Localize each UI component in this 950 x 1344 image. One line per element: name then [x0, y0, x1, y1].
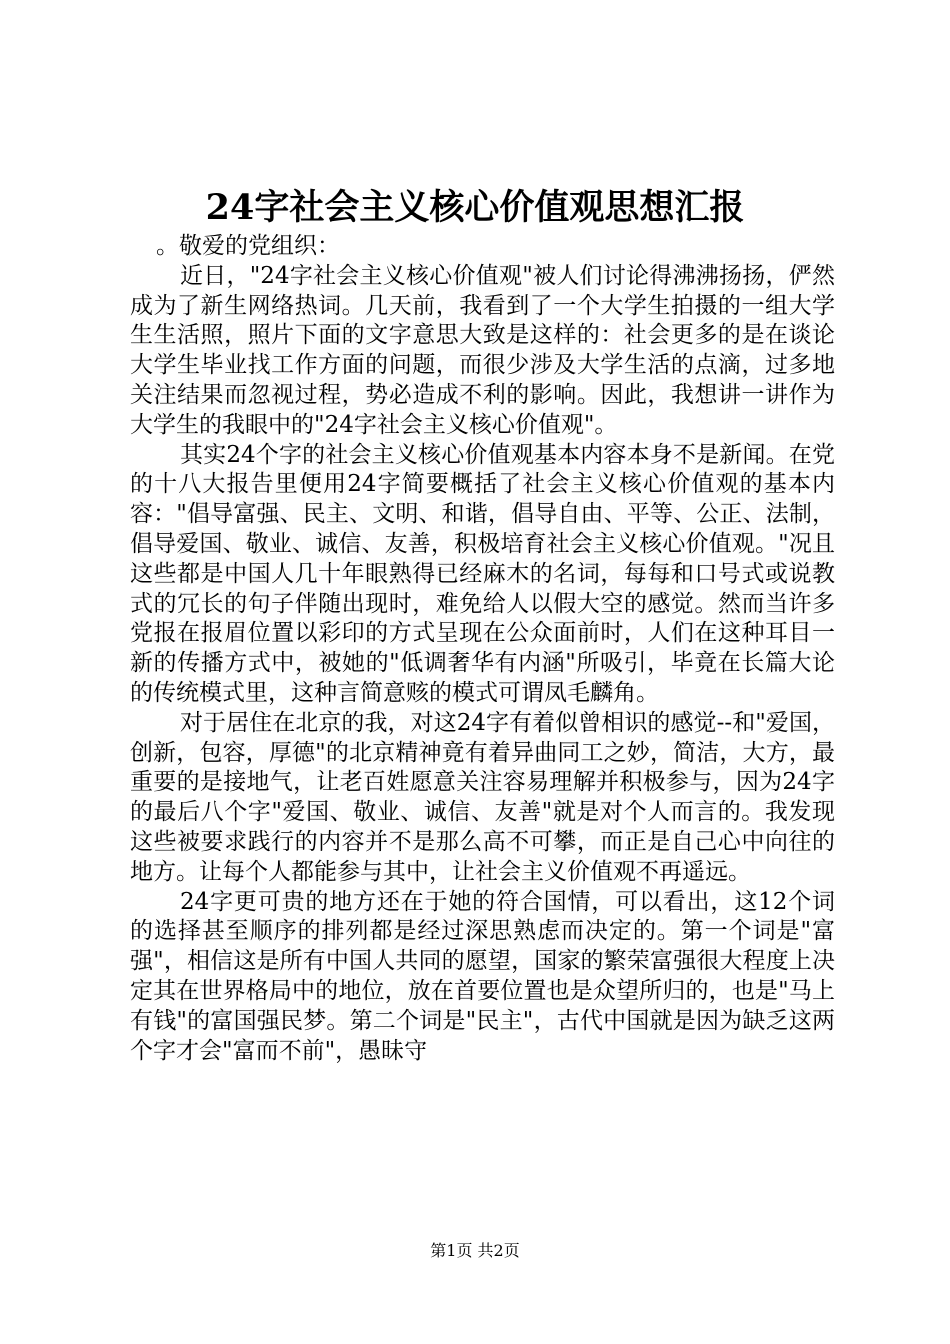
paragraph: 对于居住在北京的我，对这24字有着似曾相识的感觉--和"爱国，创新，包容，厚德"的北京精神竟有着异曲同工之妙，简洁，大方，最重要的是接地气，让老百姓愿意关注容易理解并积极参与，因为24字的最后八个字"爱国、敬业、诚信、友善"就是对个人而言的。我发现这些被要求践行的内容并不是那么高不可攀，而正是自己心中向往的地方。让每个人都能参与其中，让社会主义价值观不再遥远。	[130, 709, 835, 885]
document-title: 24字社会主义核心价值观思想汇报	[205, 187, 745, 228]
paragraph: 24字更可贵的地方还在于她的符合国情，可以看出，这12个词的选择甚至顺序的排列都是经过深思熟虑而决定的。第一个词是"富强"，相信这是所有中国人共同的愿望，国家的繁荣富强很大程度上决定其在世界格局中的地位，放在首要位置也是众望所归的，也是"马上有钱"的富国强民梦。第二个词是"民主"，古代中国就是因为缺乏这两个字才会"富而不前"，愚昧守	[130, 888, 835, 1064]
document-body	[130, 232, 835, 1066]
greeting: 。敬爱的党组织：	[156, 233, 340, 259]
page-footer: 第1页 共2页	[430, 1241, 520, 1260]
paragraph: 近日，"24字社会主义核心价值观"被人们讨论得沸沸扬扬，俨然成为了新生网络热词。几天前，我看到了一个大学生拍摄的一组大学生生活照，照片下面的文字意思大致是这样的：社会更多的是在谈论大学生毕业找工作方面的问题，而很少涉及大学生活的点滴，过多地关注结果而忽视过程，势必造成不利的影响。因此，我想讲一讲作为大学生的我眼中的"24字社会主义核心价值观"。	[130, 262, 835, 438]
paragraph: 其实24个字的社会主义核心价值观基本内容本身不是新闻。在党的十八大报告里便用24字简要概括了社会主义核心价值观的基本内容："倡导富强、民主、文明、和谐，倡导自由、平等、公正、法制，倡导爱国、敬业、诚信、友善，积极培育社会主义核心价值观。"况且这些都是中国人几十年眼熟得已经麻木的名词，每每和口号式或说教式的冗长的句子伴随出现时，难免给人以假大空的感觉。然而当许多党报在报眉位置以彩印的方式呈现在公众面前时，人们在这种耳目一新的传播方式中，被她的"低调奢华有内涵"所吸引，毕竟在长篇大论的传统模式里，这种言简意赅的模式可谓凤毛麟角。	[130, 441, 835, 706]
